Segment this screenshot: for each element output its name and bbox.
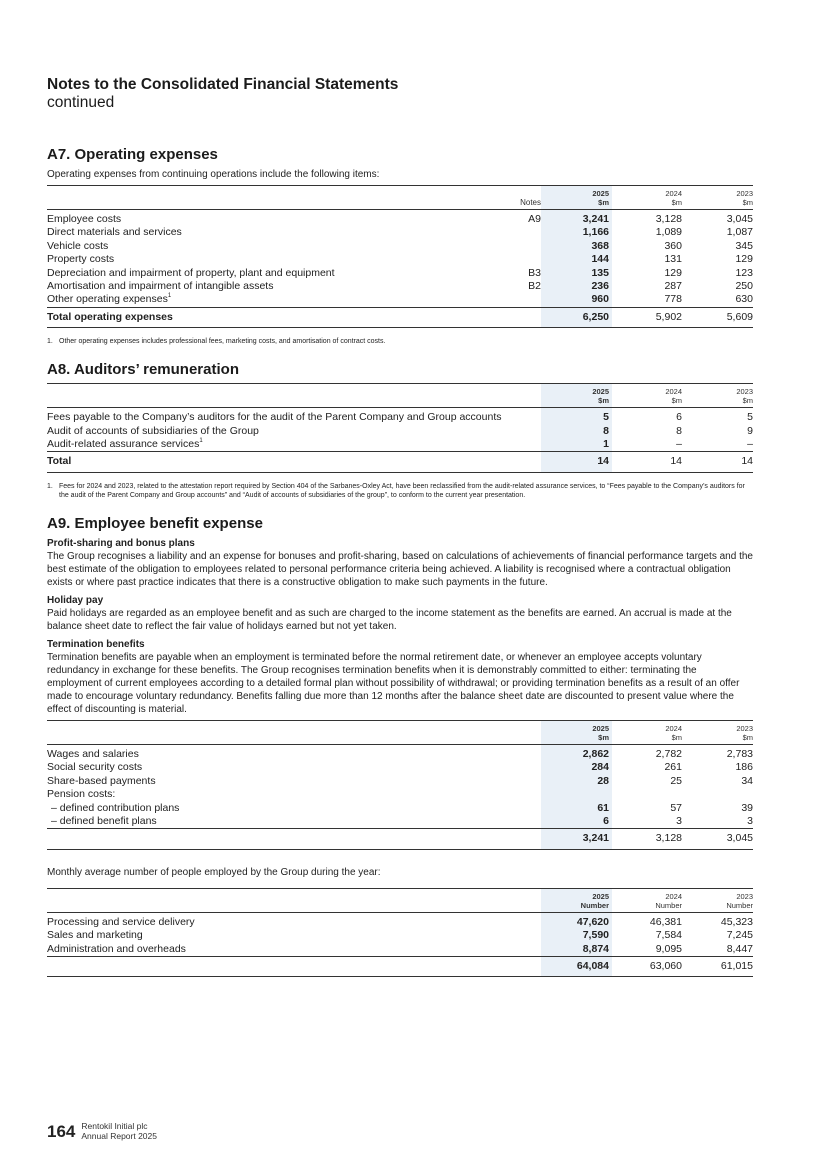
table-row: Other operating expenses$^1$ 960 778 630 — [47, 293, 753, 306]
a8-footnote: 1. Fees for 2024 and 2023, related to the attestation report required by Section 404 of the Sarbanes-Oxley Act, have been reclassified from the audit-related assurance services, to “Fees payable to the Company’s auditors for the audit of the Parent Company and Group accounts” and “Audit of accounts of subsidiaries of the group”, to conform to the current year presentation. — [47, 482, 745, 499]
column-header-2025: 2025 $m — [541, 186, 612, 210]
column-header-2023: 2023 $m — [736, 189, 753, 207]
table-row: Audit-related assurance services$^1$ 1 – – — [47, 438, 753, 451]
company-name: Rentokil Initial plc — [81, 1121, 148, 1131]
column-header-2023: 2023 $m — [736, 387, 753, 406]
holiday-pay-text: Paid holidays are regarded as an employee benefit and as such are charged to the income statement as the benefits are earned. An accrual is made at the balance sheet date to reflect the fair value of holidays earned but not yet taken. — [47, 607, 732, 632]
publication-info — [81, 1121, 157, 1141]
profit-sharing-text: The Group recognises a liability and an expense for bonuses and profit-sharing, based on calculations of achievements of financial performance targets and the best estimate of the obligation to employees related to personal performance criteria being achieved. A liability is recognised where a contractual obligation exists or where past practice indicates that there is a constructive obligation to make such payments in the future. — [47, 550, 753, 588]
page-subtitle: continued — [47, 94, 115, 111]
profit-sharing-heading: Profit-sharing and bonus plans — [47, 537, 195, 549]
table-row: Depreciation and impairment of property, plant and equipment B3 135 129 123 — [47, 266, 753, 279]
termination-benefits-heading: Termination benefits — [47, 638, 145, 650]
table-row: Direct materials and services 1,166 1,089 1,087 — [47, 226, 753, 239]
column-header-2024: 2024 Number — [655, 891, 682, 910]
a9-heading: A9. Employee benefit expense — [47, 514, 263, 532]
table-header-row — [47, 384, 753, 408]
table-row: Sales and marketing 7,590 7,584 7,245 — [47, 929, 753, 942]
table-row: – defined contribution plans 61 57 39 — [51, 801, 753, 814]
table-row: Administration and overheads 8,874 9,095 8,447 — [47, 942, 753, 955]
table-header-row — [47, 888, 753, 912]
page-footer — [47, 1121, 157, 1141]
a7-footnote: 1. Other operating expenses includes professional fees, marketing costs, and amortisation of contract costs. — [47, 338, 386, 346]
column-header-2025: 2025 Number — [541, 888, 612, 912]
table-header-row — [47, 720, 753, 744]
table-row: – defined benefit plans 6 3 3 — [51, 814, 753, 827]
table-row: Fees payable to the Company’s auditors for the audit of the Parent Company and Group accounts 5 6 5 — [47, 408, 753, 425]
total-row: 3,241 3,128 3,045 — [47, 829, 753, 849]
column-header-2023: 2023 Number — [726, 891, 753, 910]
headcount-intro: Monthly average number of people employed by the Group during the year: — [47, 866, 381, 878]
page-title: Notes to the Consolidated Financial Statements — [47, 76, 399, 93]
a7-heading: A7. Operating expenses — [47, 146, 218, 163]
table-row: Property costs 144 131 129 — [47, 253, 753, 266]
table-row: Amortisation and impairment of intangible assets B2 236 287 250 — [47, 280, 753, 293]
column-header-2024: 2024 $m — [665, 387, 682, 406]
page-number: 164 — [47, 1122, 76, 1141]
table-row: Wages and salaries 2,862 2,782 2,783 — [47, 744, 753, 761]
a7-intro: Operating expenses from continuing operations include the following items: — [47, 169, 380, 180]
footnote-marker: 1 — [167, 293, 172, 300]
table-row: Employee costs A9 3,241 3,128 3,045 — [47, 210, 753, 227]
table-row: Vehicle costs 368 360 345 — [47, 239, 753, 252]
employee-costs-table — [47, 720, 753, 850]
total-row: Total operating expenses 6,250 5,902 5,609 — [47, 307, 753, 327]
report-name: Annual Report 2025 — [81, 1131, 157, 1141]
table-row: Pension costs: — [47, 788, 753, 801]
table-row: Share-based payments 28 25 34 — [47, 774, 753, 787]
table-header-row — [47, 186, 753, 210]
page-content — [47, 76, 753, 977]
total-row: 64,084 63,060 61,015 — [47, 956, 753, 976]
footnote-marker: 1 — [199, 438, 203, 445]
total-row: Total 14 14 14 — [47, 452, 753, 472]
column-header-2025: 2025 $m — [541, 384, 612, 408]
operating-expenses-table — [47, 185, 753, 328]
column-header-2023: 2023 $m — [736, 723, 753, 742]
holiday-pay-heading: Holiday pay — [47, 594, 104, 606]
column-header-2024: 2024 $m — [665, 723, 682, 742]
table-row: Social security costs 284 261 186 — [47, 761, 753, 774]
column-header-2025: 2025 $m — [541, 720, 612, 744]
notes-column-header: Notes — [520, 198, 541, 207]
termination-benefits-text: Termination benefits are payable when an employment is terminated before the normal retirement date, or whenever an employee accepts voluntary redundancy in exchange for these benefits. The Group recognises termination benefits when it is demonstrably committed to either: terminating the employment of current employees according to a detailed formal plan without possibility of withdrawal; or providing termination benefits as a result of an offer made to encourage voluntary redundancy. Benefits falling due more than 12 months after the balance sheet date are discounted to present value where the effect of discounting is material. — [47, 651, 740, 715]
headcount-table — [47, 888, 753, 978]
table-row: Audit of accounts of subsidiaries of the Group 8 8 9 — [47, 424, 753, 437]
table-row: Processing and service delivery 47,620 46,381 45,323 — [47, 912, 753, 929]
auditors-remuneration-table — [47, 383, 753, 473]
column-header-2024: 2024 $m — [665, 189, 682, 207]
a8-heading: A8. Auditors’ remuneration — [47, 361, 239, 379]
